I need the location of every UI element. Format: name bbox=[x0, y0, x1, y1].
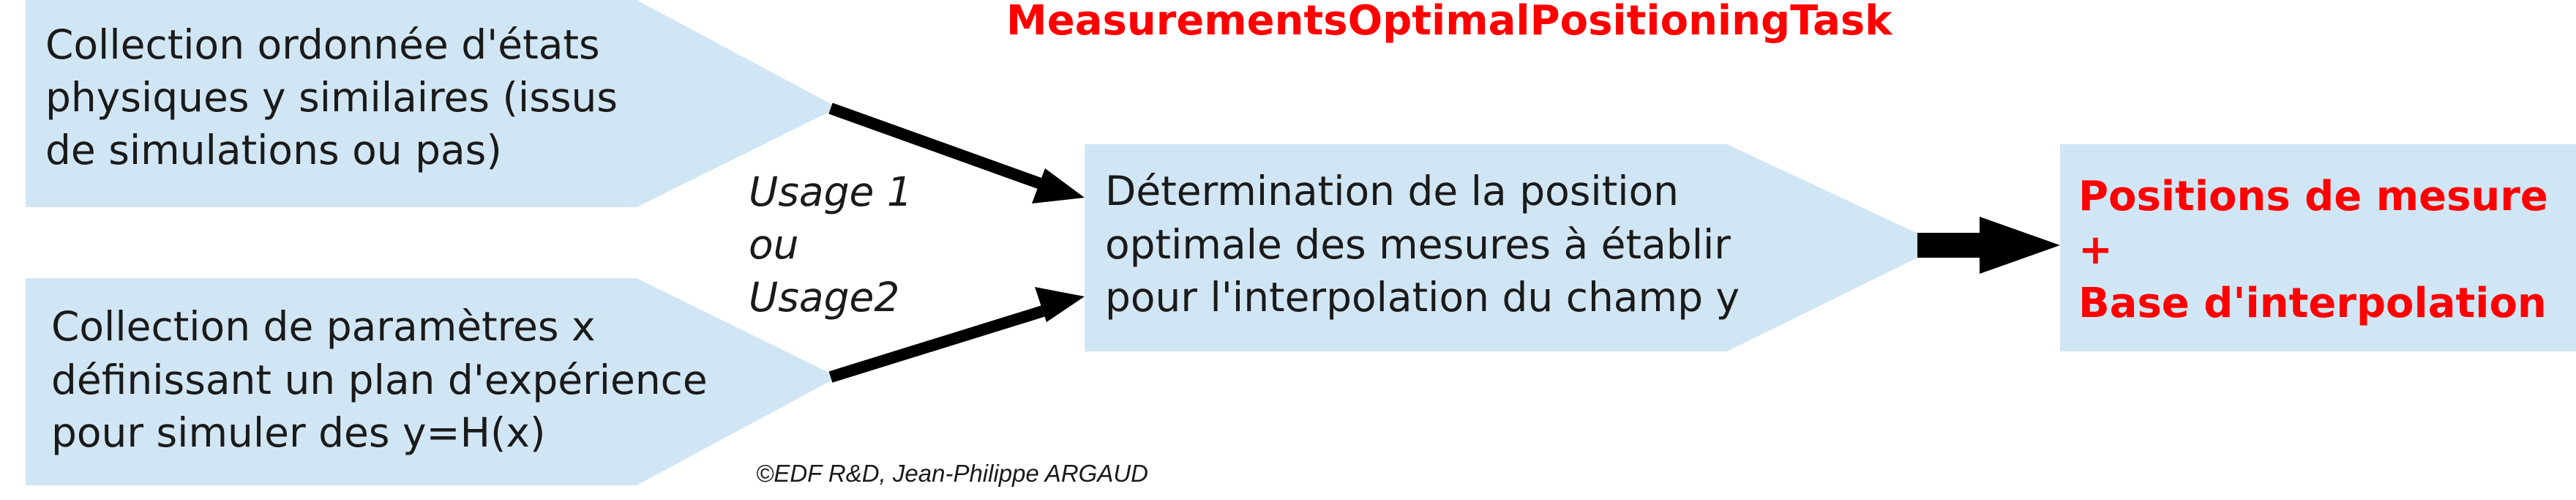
arrow-process-to-output bbox=[1917, 217, 2060, 274]
process-box bbox=[1085, 144, 1943, 351]
input-box-states bbox=[26, 0, 838, 207]
output-box-line: Base d'interpolation bbox=[2078, 280, 2547, 327]
credit-text: ©EDF R&D, Jean-Philippe ARGAUD bbox=[756, 460, 1148, 487]
process-box-line: pour l'interpolation du champ y bbox=[1105, 274, 1740, 321]
process-box-line: Détermination de la position bbox=[1105, 168, 1680, 214]
input-box-states-line: Collection ordonnée d'états bbox=[45, 21, 600, 68]
input-box-parameters-line: pour simuler des y=H(x) bbox=[51, 409, 546, 456]
output-box-line: Positions de mesure bbox=[2078, 173, 2548, 220]
output-box bbox=[2060, 144, 2576, 351]
input-box-states-line: de simulations ou pas) bbox=[45, 127, 502, 173]
input-box-states-line: physiques y similaires (issus bbox=[45, 74, 618, 121]
usage-label-line: Usage2 bbox=[749, 274, 900, 321]
process-box-label bbox=[1105, 168, 1743, 321]
input-box-parameters-line: Collection de paramètres x bbox=[51, 303, 596, 350]
usage-label bbox=[749, 168, 925, 321]
usage-label-line: Usage 1 bbox=[749, 168, 913, 215]
usage-label-line: ou bbox=[749, 221, 799, 268]
output-box-line: + bbox=[2078, 226, 2113, 274]
diagram-title: MeasurementsOptimalPositioningTask bbox=[1006, 0, 1892, 45]
input-box-parameters-line: définissant un plan d'expérience bbox=[51, 357, 708, 403]
input-box-parameters bbox=[26, 278, 838, 485]
process-box-line: optimale des mesures à établir bbox=[1105, 221, 1731, 268]
